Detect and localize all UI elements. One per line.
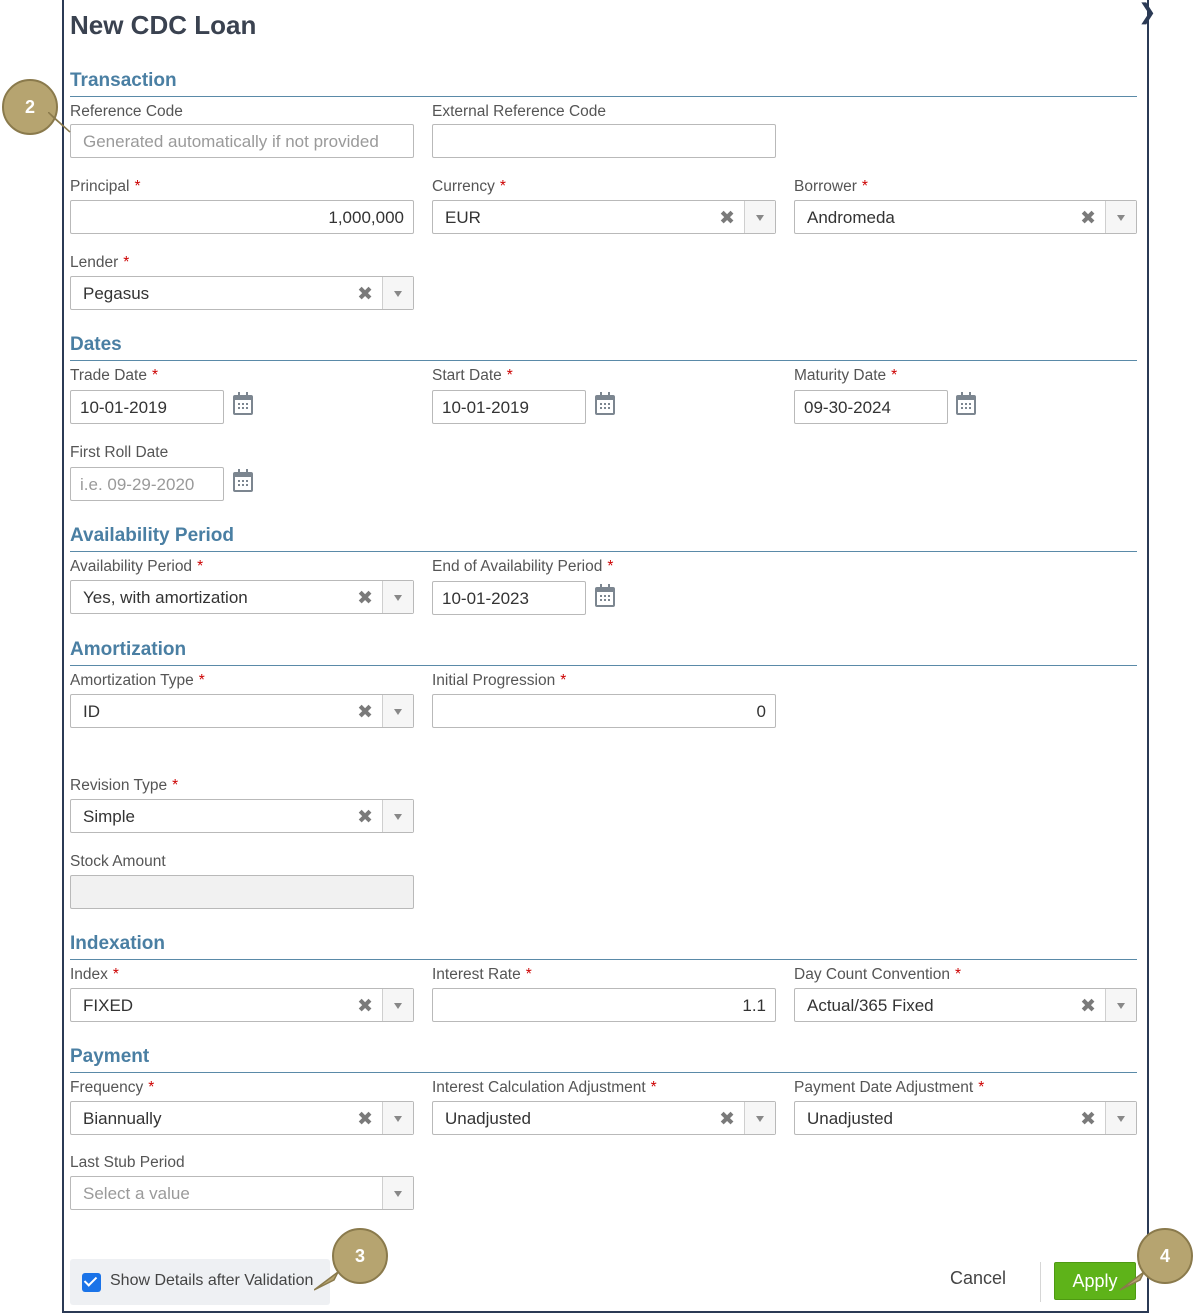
trade-date-input[interactable]: 10-01-2019 [70, 390, 224, 424]
interest-rate-label: Interest Rate * [432, 966, 532, 983]
clear-icon[interactable]: ✖ [357, 996, 373, 1017]
callout-4: 4 [1137, 1228, 1193, 1284]
clear-icon[interactable]: ✖ [1080, 996, 1096, 1017]
section-indexation: Indexation [70, 933, 1137, 960]
stock-amount-label: Stock Amount [70, 853, 166, 870]
clear-icon[interactable]: ✖ [357, 1109, 373, 1130]
currency-label: Currency * [432, 178, 506, 195]
trade-date-label: Trade Date * [70, 367, 159, 384]
amortization-type-label: Amortization Type * [70, 672, 205, 689]
borrower-select[interactable]: Andromeda ✖ [794, 200, 1137, 234]
interest-calc-adjustment-select[interactable]: Unadjusted ✖ [432, 1101, 776, 1135]
section-availability-period: Availability Period [70, 525, 1137, 552]
chevron-down-icon[interactable] [382, 695, 413, 727]
chevron-down-icon[interactable] [1105, 989, 1136, 1021]
reference-code-placeholder: Generated automatically if not provided [83, 132, 379, 151]
dialog-title: New CDC Loan [70, 10, 257, 40]
day-count-convention-label: Day Count Convention * [794, 966, 962, 983]
calendar-icon[interactable] [233, 472, 253, 492]
first-roll-date-label: First Roll Date [70, 444, 169, 461]
external-reference-code-input[interactable] [432, 124, 776, 158]
amortization-type-select[interactable]: ID ✖ [70, 694, 414, 728]
clear-icon[interactable]: ✖ [719, 1109, 735, 1130]
clear-icon[interactable]: ✖ [357, 702, 373, 723]
principal-label: Principal * [70, 178, 141, 195]
clear-icon[interactable]: ✖ [1080, 208, 1096, 229]
day-count-convention-select[interactable]: Actual/365 Fixed ✖ [794, 988, 1137, 1022]
chevron-down-icon[interactable] [382, 1177, 413, 1209]
clear-icon[interactable]: ✖ [357, 588, 373, 609]
frequency-select[interactable]: Biannually ✖ [70, 1101, 414, 1135]
principal-input[interactable]: 1,000,000 [70, 200, 414, 234]
payment-date-adjustment-label: Payment Date Adjustment * [794, 1079, 985, 1096]
show-details-checkbox[interactable] [82, 1273, 101, 1292]
cancel-button[interactable]: Cancel [950, 1268, 1007, 1288]
lender-label: Lender * [70, 254, 130, 271]
callout-2: 2 [2, 79, 58, 135]
revision-type-label: Revision Type * [70, 777, 179, 794]
first-roll-date-input[interactable]: i.e. 09-29-2020 [70, 467, 224, 501]
close-icon[interactable]: ❯ [1138, 0, 1157, 24]
callout-4-tail [1120, 1270, 1146, 1292]
calendar-icon[interactable] [233, 395, 253, 415]
chevron-down-icon[interactable] [744, 1102, 775, 1134]
chevron-down-icon[interactable] [382, 800, 413, 832]
callout-2-tail [48, 112, 72, 134]
start-date-input[interactable]: 10-01-2019 [432, 390, 586, 424]
revision-type-select[interactable]: Simple ✖ [70, 799, 414, 833]
clear-icon[interactable]: ✖ [357, 284, 373, 305]
callout-3-tail [314, 1270, 340, 1292]
stock-amount-input [70, 875, 414, 909]
chevron-down-icon[interactable] [382, 989, 413, 1021]
lender-select[interactable]: Pegasus ✖ [70, 276, 414, 310]
show-details-label: Show Details after Validation [110, 1272, 314, 1289]
clear-icon[interactable]: ✖ [1080, 1109, 1096, 1130]
index-label: Index * [70, 966, 119, 983]
maturity-date-input[interactable]: 09-30-2024 [794, 390, 948, 424]
last-stub-period-select[interactable]: Select a value [70, 1176, 414, 1210]
frequency-label: Frequency * [70, 1079, 155, 1096]
clear-icon[interactable]: ✖ [719, 208, 735, 229]
chevron-down-icon[interactable] [1105, 201, 1136, 233]
end-availability-period-input[interactable]: 10-01-2023 [432, 581, 586, 615]
maturity-date-label: Maturity Date * [794, 367, 898, 384]
external-reference-code-label: External Reference Code [432, 103, 607, 120]
section-transaction: Transaction [70, 70, 1137, 97]
callout-3: 3 [332, 1228, 388, 1284]
initial-progression-input[interactable]: 0 [432, 694, 776, 728]
chevron-down-icon[interactable] [382, 277, 413, 309]
show-details-checkbox-row[interactable] [70, 1259, 330, 1305]
interest-rate-input[interactable]: 1.1 [432, 988, 776, 1022]
chevron-down-icon[interactable] [382, 1102, 413, 1134]
reference-code-label: Reference Code [70, 103, 183, 120]
apply-button[interactable]: Apply [1054, 1262, 1136, 1300]
section-payment: Payment [70, 1046, 1137, 1073]
chevron-down-icon[interactable] [382, 581, 413, 613]
initial-progression-label: Initial Progression * [432, 672, 567, 689]
chevron-down-icon[interactable] [1105, 1102, 1136, 1134]
currency-select[interactable]: EUR ✖ [432, 200, 776, 234]
interest-calc-adjustment-label: Interest Calculation Adjustment * [432, 1079, 657, 1096]
calendar-icon[interactable] [956, 395, 976, 415]
index-select[interactable]: FIXED ✖ [70, 988, 414, 1022]
calendar-icon[interactable] [595, 395, 615, 415]
clear-icon[interactable]: ✖ [357, 807, 373, 828]
payment-date-adjustment-select[interactable]: Unadjusted ✖ [794, 1101, 1137, 1135]
availability-period-select[interactable]: Yes, with amortization ✖ [70, 580, 414, 614]
last-stub-period-label: Last Stub Period [70, 1154, 185, 1171]
end-availability-period-label: End of Availability Period * [432, 558, 614, 575]
borrower-label: Borrower * [794, 178, 868, 195]
start-date-label: Start Date * [432, 367, 513, 384]
section-amortization: Amortization [70, 639, 1137, 666]
availability-period-label: Availability Period * [70, 558, 204, 575]
reference-code-input[interactable] [70, 124, 414, 158]
footer-divider [1040, 1262, 1041, 1302]
calendar-icon[interactable] [595, 587, 615, 607]
chevron-down-icon[interactable] [744, 201, 775, 233]
section-dates: Dates [70, 334, 1137, 361]
